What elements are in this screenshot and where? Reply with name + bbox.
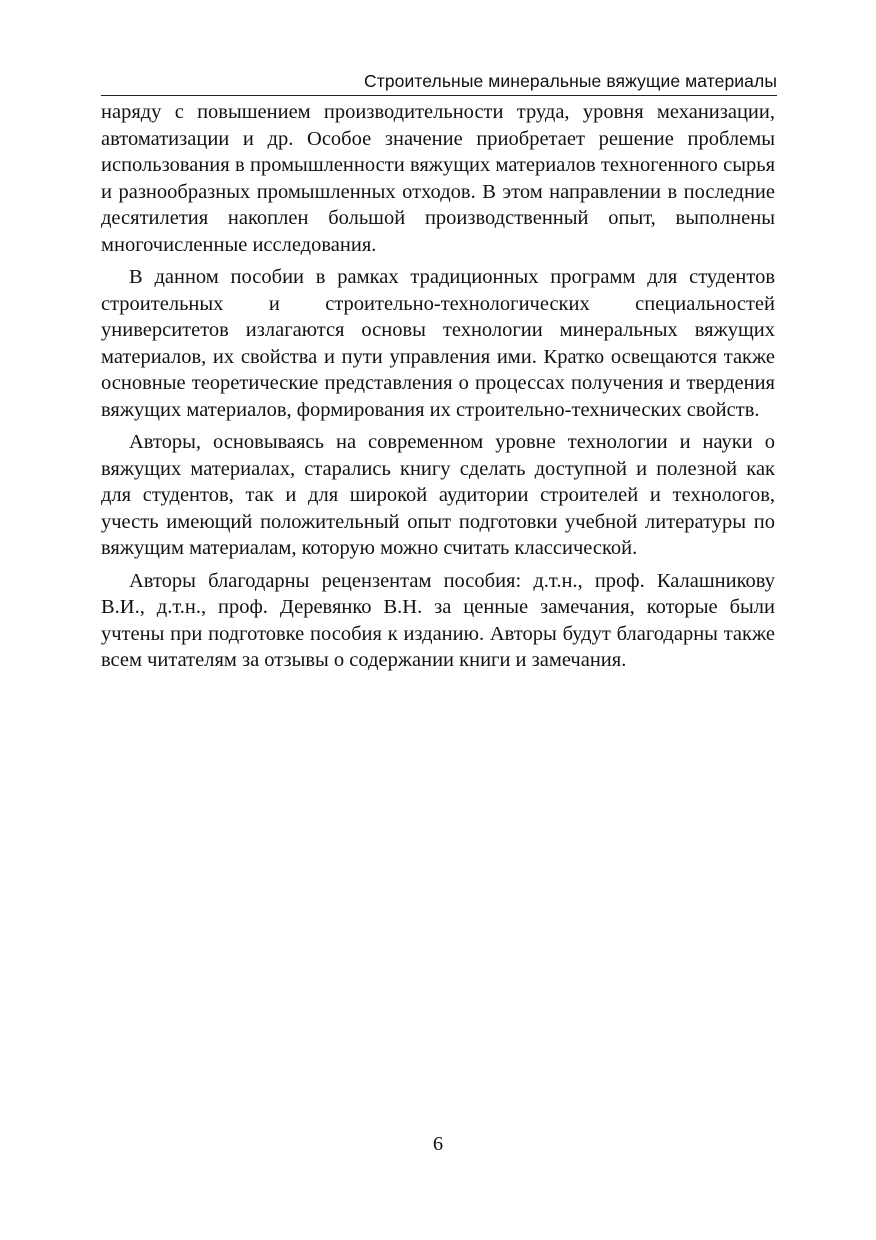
running-header: Строительные минеральные вяжущие материалы (101, 71, 777, 96)
paragraph-continuation: наряду с повышением производительности труда, уровня механизации, автоматизации и др. Особое значение приобретает решение проблемы использования в промышленности вяжущих материалов техногенного сырья и разнообразных промышленных отходов. В этом направлении в последние десятилетия накоплен большой производственный опыт, выполнены многочисленные исследования. (101, 101, 775, 256)
body-text (101, 99, 775, 680)
paragraph-authors-aim: Авторы, основываясь на современном уровне технологии и науки о вяжущих материалах, старались книгу сделать доступной и полезной как для студентов, так и для широкой аудитории строителей и технологов, учесть имеющий положительный опыт подготовки учебной литературы по вяжущим материалам, которую можно считать классической. (101, 431, 775, 559)
paragraph-manual-scope: В данном пособии в рамках традиционных программ для студентов строительных и строительно-технологических специальностей университетов излагаются основы технологии минеральных вяжущих материалов, их свойства и пути управления ими. Кратко освещаются также основные теоретические представления о процессах получения и твердения вяжущих материалов, формирования их строительно-технических свойств. (101, 266, 775, 421)
paragraph-acknowledgements: Авторы благодарны рецензентам пособия: д.т.н., проф. Калашникову В.И., д.т.н., проф. Деревянко В.Н. за ценные замечания, которые были учтены при подготовке пособия к изданию. Авторы будут благодарны также всем читателям за отзывы о содержании книги и замечания. (101, 569, 775, 671)
page-number: 6 (432, 1133, 444, 1155)
